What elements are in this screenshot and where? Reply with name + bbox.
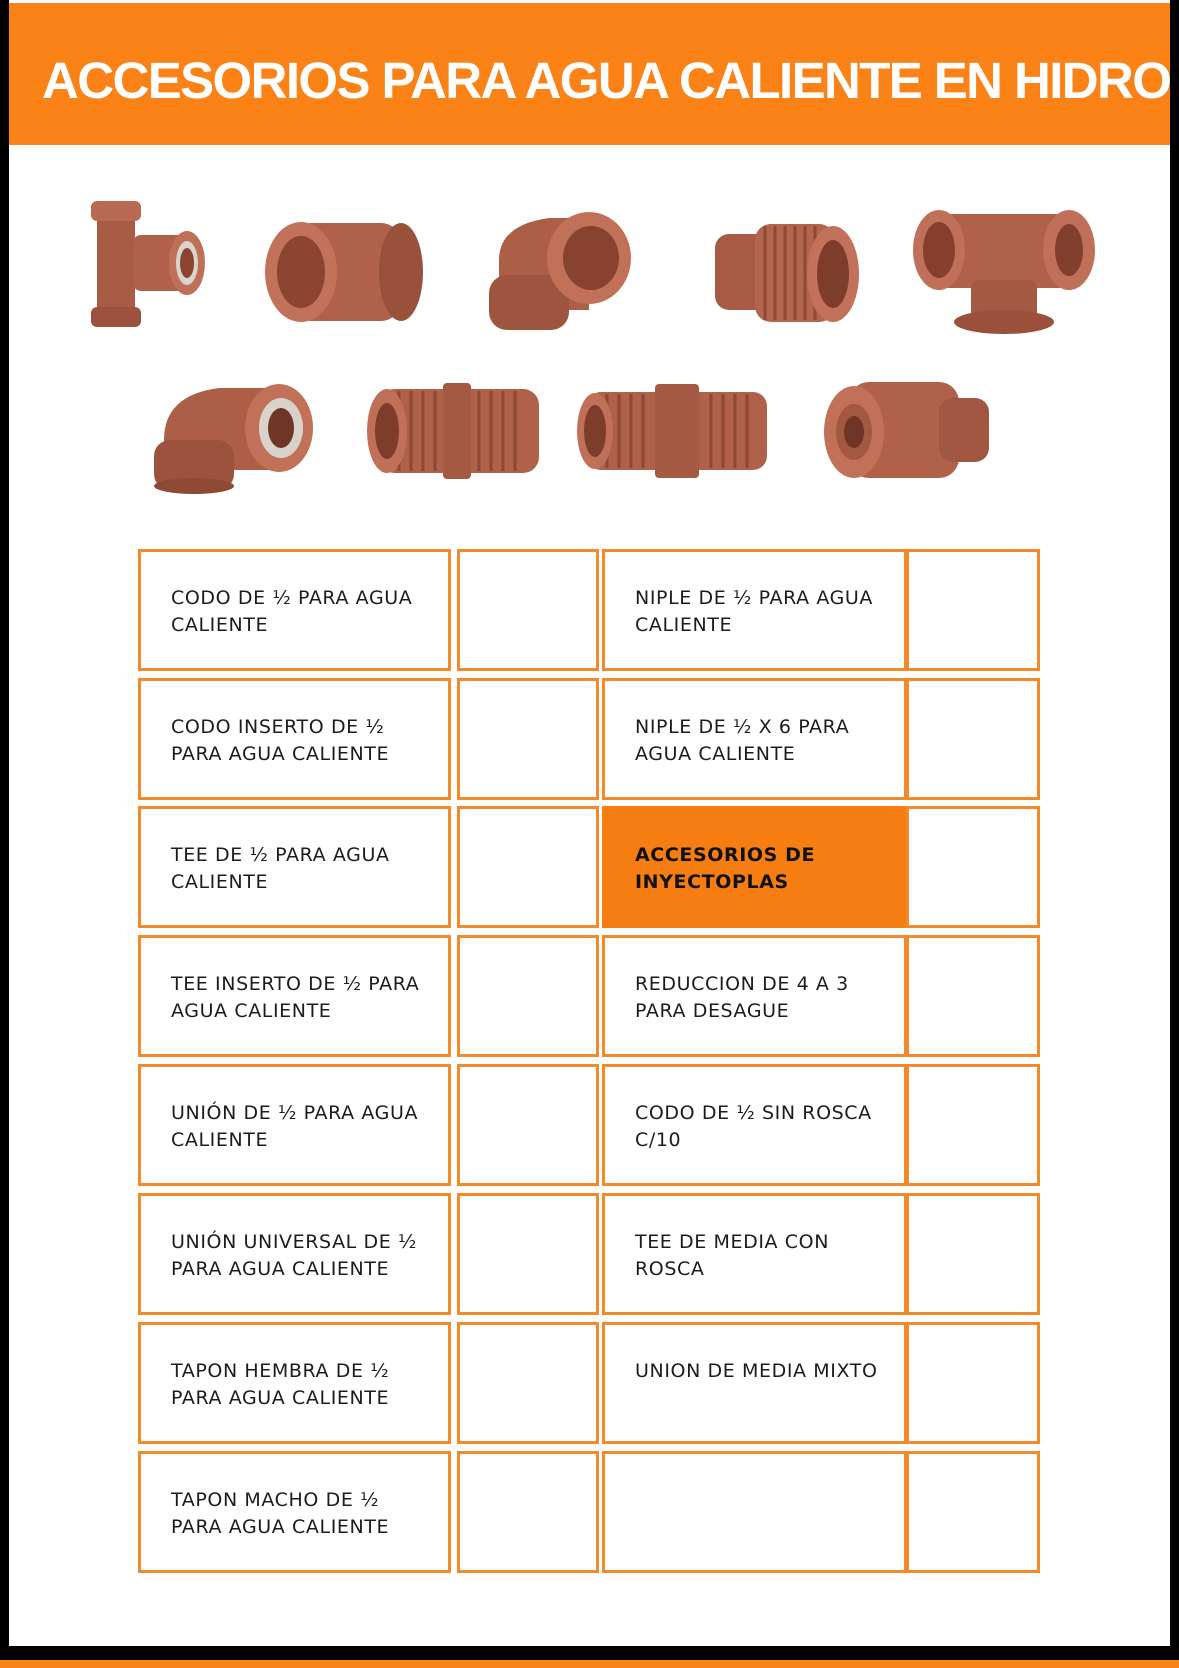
blank-cell: [906, 1064, 1040, 1186]
blank-cell: [906, 1193, 1040, 1315]
product-name-cell: [138, 935, 451, 1057]
tee-fitting-side-icon: [909, 200, 1099, 335]
cell-label: CODO DE ½ PARA AGUA CALIENTE: [171, 587, 413, 636]
product-name-cell: [138, 1322, 451, 1444]
elbow-fitting-icon: [479, 200, 644, 335]
section-header-cell: [602, 806, 907, 928]
product-name-cell-right: [602, 678, 907, 800]
cell-label: REDUCCION DE 4 A 3 PARA DESAGUE: [635, 973, 849, 1022]
blank-cell: [906, 935, 1040, 1057]
cell-label: NIPLE DE ½ X 6 PARA AGUA CALIENTE: [635, 716, 850, 765]
cell-label: TEE DE MEDIA CON ROSCA: [635, 1231, 830, 1280]
header-banner: [9, 3, 1170, 145]
product-name-cell-right: [602, 1322, 907, 1444]
blank-cell: [457, 935, 599, 1057]
blank-cell: [906, 806, 1040, 928]
product-name-cell-right: [602, 549, 907, 671]
blank-cell: [457, 806, 599, 928]
product-name-cell-right: [602, 1451, 907, 1573]
blank-cell: [906, 1322, 1040, 1444]
cell-label: TAPON MACHO DE ½ PARA AGUA CALIENTE: [171, 1489, 390, 1538]
threaded-nipple-icon: [359, 365, 549, 495]
catalog-page: [9, 0, 1170, 1646]
coupling-fitting-icon: [261, 208, 431, 333]
product-name-cell: [138, 1451, 451, 1573]
blank-cell: [906, 678, 1040, 800]
cell-label: CODO INSERTO DE ½ PARA AGUA CALIENTE: [171, 716, 390, 765]
cell-label: TEE INSERTO DE ½ PARA AGUA CALIENTE: [171, 973, 420, 1022]
cell-label: UNIÓN UNIVERSAL DE ½ PARA AGUA CALIENTE: [171, 1231, 417, 1280]
tee-fitting-icon: [77, 195, 217, 335]
cell-label: TEE DE ½ PARA AGUA CALIENTE: [171, 844, 390, 893]
product-name-cell-right: [602, 935, 907, 1057]
product-name-cell: [138, 1064, 451, 1186]
cell-label: TAPON HEMBRA DE ½ PARA AGUA CALIENTE: [171, 1360, 390, 1409]
cell-label: ACCESORIOS DE INYECTOPLAS: [635, 844, 816, 893]
blank-cell: [457, 678, 599, 800]
cell-label: UNION DE MEDIA MIXTO: [635, 1360, 878, 1382]
union-fitting-icon: [809, 362, 1009, 497]
threaded-adapter-icon: [705, 212, 870, 332]
blank-cell: [906, 1451, 1040, 1573]
blank-cell: [457, 1451, 599, 1573]
bottom-accent-strip: [0, 1660, 1179, 1668]
cell-label: UNIÓN DE ½ PARA AGUA CALIENTE: [171, 1102, 419, 1151]
blank-cell: [906, 549, 1040, 671]
blank-cell: [457, 1064, 599, 1186]
blank-cell: [457, 549, 599, 671]
elbow-insert-fitting-icon: [149, 370, 324, 495]
product-name-cell: [138, 678, 451, 800]
cell-label: CODO DE ½ SIN ROSCA C/10: [635, 1102, 872, 1151]
product-name-cell: [138, 549, 451, 671]
page-title: ACCESORIOS PARA AGUA CALIENTE EN HIDRO: [42, 52, 1171, 109]
threaded-nipple-long-icon: [571, 370, 781, 490]
product-name-cell-right: [602, 1064, 907, 1186]
product-name-cell: [138, 1193, 451, 1315]
cell-label: NIPLE DE ½ PARA AGUA CALIENTE: [635, 587, 874, 636]
product-name-cell-right: [602, 1193, 907, 1315]
blank-cell: [457, 1322, 599, 1444]
product-name-cell: [138, 806, 451, 928]
blank-cell: [457, 1193, 599, 1315]
